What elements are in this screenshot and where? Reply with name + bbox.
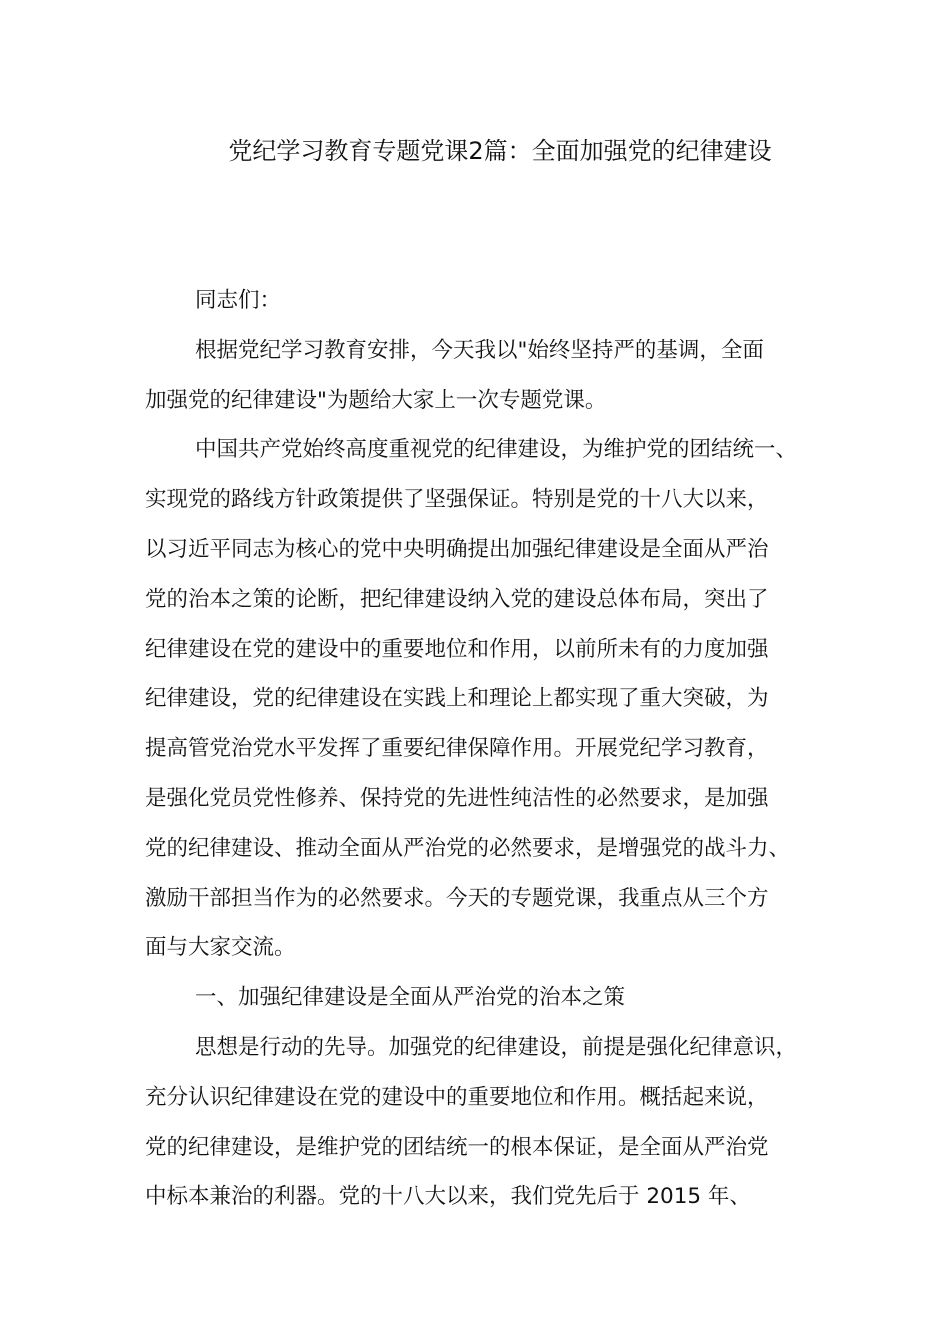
paragraph-3 [145, 1023, 835, 1222]
greeting: 同志们： [195, 288, 282, 313]
section-heading [145, 973, 835, 1023]
paragraph-2 [145, 425, 835, 973]
paragraph-line: 激励干部担当作为的必然要求。今天的专题党课，我重点从三个方 [145, 885, 769, 911]
paragraph-line: 党的治本之策的论断，把纪律建设纳入党的建设总体布局，突出了 [145, 586, 769, 612]
paragraph-line: 中标本兼治的利器。党的十八大以来，我们党先后于 2015 年、 [145, 1184, 751, 1210]
document-body [145, 276, 835, 1222]
paragraph-line: 党的纪律建设，是维护党的团结统一的根本保证，是全面从严治党 [145, 1134, 769, 1160]
section-heading-text: 一、加强纪律建设是全面从严治党的治本之策 [195, 985, 626, 1011]
paragraph-line: 纪律建设，党的纪律建设在实践上和理论上都实现了重大突破，为 [145, 686, 769, 712]
paragraph-line: 以习近平同志为核心的党中央明确提出加强纪律建设是全面从严治 [145, 536, 769, 562]
paragraph-line: 思想是行动的先导。加强党的纪律建设，前提是强化纪律意识， [195, 1034, 798, 1060]
paragraph-line: 是强化党员党性修养、保持党的先进性纯洁性的必然要求，是加强 [145, 785, 769, 811]
paragraph-line: 纪律建设在党的建设中的重要地位和作用，以前所未有的力度加强 [145, 636, 769, 662]
paragraph-line: 根据党纪学习教育安排，今天我以"始终坚持严的基调，全面 [195, 337, 764, 363]
paragraph-line: 党的纪律建设、推动全面从严治党的必然要求，是增强党的战斗力、 [145, 835, 791, 861]
paragraph-line: 中国共产党始终高度重视党的纪律建设，为维护党的团结统一、 [195, 437, 798, 463]
paragraph-line: 提高管党治党水平发挥了重要纪律保障作用。开展党纪学习教育， [145, 736, 769, 762]
paragraph-line: 面与大家交流。 [145, 935, 296, 961]
document-title: 党纪学习教育专题党课2篇：全面加强党的纪律建设 [228, 137, 772, 165]
paragraph-1 [145, 326, 835, 426]
paragraph-line: 加强党的纪律建设"为题给大家上一次专题党课。 [145, 387, 607, 413]
paragraph-line: 充分认识纪律建设在党的建设中的重要地位和作用。概括起来说， [145, 1084, 769, 1110]
paragraph-line: 实现党的路线方针政策提供了坚强保证。特别是党的十八大以来， [145, 487, 769, 513]
